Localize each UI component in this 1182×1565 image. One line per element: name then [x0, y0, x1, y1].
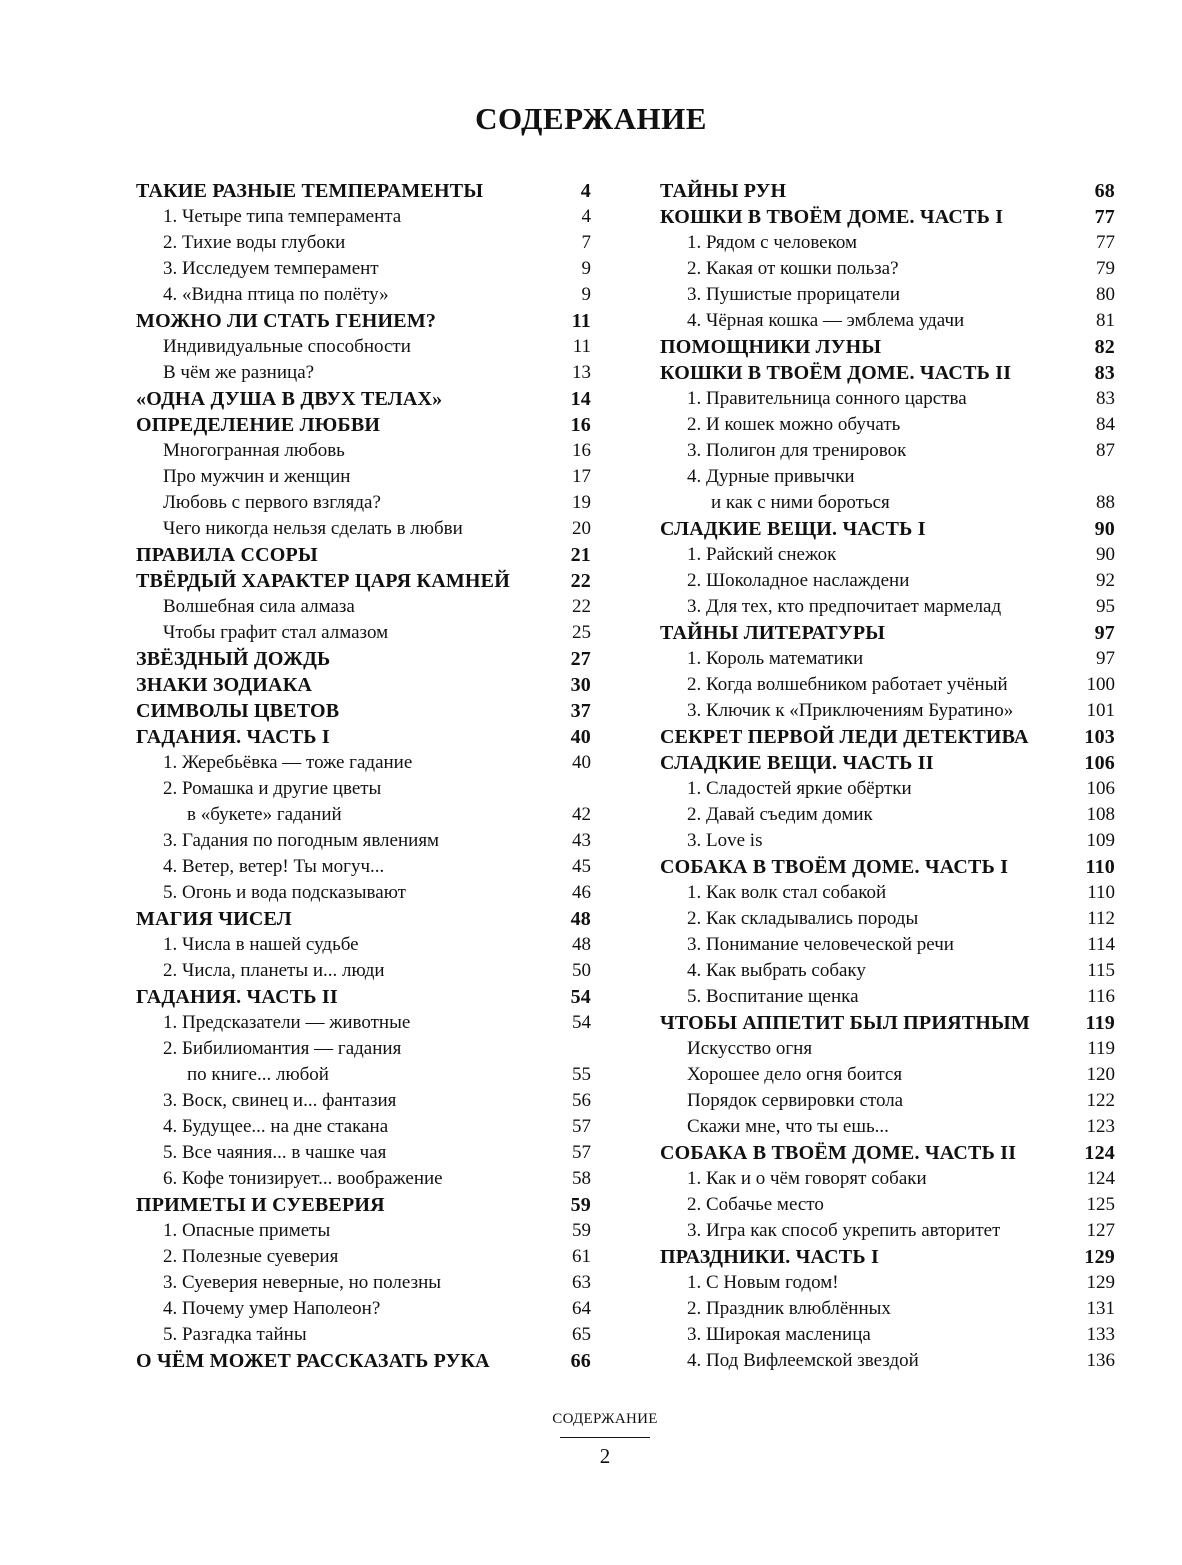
toc-entry-page: 66 — [570, 1350, 591, 1372]
toc-entry-title: 1. Как и о чём говорят собаки — [687, 1168, 927, 1189]
toc-entry-title: ЗВЁЗДНЫЙ ДОЖДЬ — [136, 648, 331, 670]
toc-entry — [136, 464, 591, 490]
toc-entry-page: 16 — [570, 414, 591, 436]
toc-section — [136, 724, 591, 750]
toc-section — [136, 542, 591, 568]
footer-running-title: СОДЕРЖАНИЕ — [552, 1411, 658, 1427]
toc-entry-page: 46 — [572, 882, 591, 903]
toc-entry — [136, 828, 591, 854]
toc-entry-title: ТВЁРДЫЙ ХАРАКТЕР ЦАРЯ КАМНЕЙ — [136, 570, 510, 592]
toc-entry-title: 6. Кофе тонизирует... воображение — [163, 1168, 443, 1189]
toc-entry-title: 1. С Новым годом! — [687, 1272, 839, 1293]
toc-entry-page: 16 — [572, 440, 591, 461]
toc-entry-page: 124 — [1086, 1168, 1115, 1189]
toc-section — [136, 178, 591, 204]
toc-entry-page: 119 — [1085, 1012, 1115, 1034]
toc-section — [136, 672, 591, 698]
toc-entry — [660, 594, 1115, 620]
toc-entry-title: ПОМОЩНИКИ ЛУНЫ — [660, 336, 882, 358]
toc-entry-title: Порядок сервировки стола — [687, 1090, 904, 1111]
toc-entry-title: 4. Ветер, ветер! Ты могуч... — [163, 856, 385, 877]
toc-entry-title: 3. Полигон для тренировок — [687, 440, 907, 461]
toc-entry-title: Хорошее дело огня боится — [687, 1064, 903, 1085]
toc-entry-title: Любовь с первого взгляда? — [163, 492, 381, 513]
toc-entry-title: 2. И кошек можно обучать — [687, 414, 901, 435]
toc-entry — [136, 438, 591, 464]
toc-section — [660, 750, 1115, 776]
toc-entry-title: 2. Давай съедим домик — [687, 804, 873, 825]
toc-entry-page: 90 — [1096, 544, 1115, 565]
toc-entry-title: ОПРЕДЕЛЕНИЕ ЛЮБВИ — [136, 414, 381, 436]
toc-entry-page: 129 — [1084, 1246, 1115, 1268]
toc-entry-title: ПРАВИЛА ССОРЫ — [136, 544, 318, 566]
toc-entry-title: Индивидуальные способности — [163, 336, 411, 357]
toc-entry-page: 88 — [1096, 492, 1115, 513]
toc-entry-page: 65 — [572, 1324, 591, 1345]
toc-entry-page: 97 — [1096, 648, 1115, 669]
toc-entry-page: 54 — [570, 986, 591, 1008]
toc-entry — [136, 802, 591, 828]
toc-entry-title: «ОДНА ДУША В ДВУХ ТЕЛАХ» — [136, 388, 443, 410]
toc-entry-page: 9 — [581, 284, 591, 305]
toc-entry-title: 3. Воск, свинец и... фантазия — [163, 1090, 397, 1111]
toc-entry-title: 1. Как волк стал собакой — [687, 882, 887, 903]
page-number: 2 — [599, 1444, 611, 1468]
toc-entry-page: 81 — [1096, 310, 1115, 331]
toc-entry — [660, 802, 1115, 828]
toc-entry-title: 1. Жеребьёвка — тоже гадание — [163, 752, 413, 773]
toc-entry-page: 57 — [572, 1116, 591, 1137]
toc-entry-title: 3. Суеверия неверные, но полезны — [163, 1272, 442, 1293]
toc-entry-page: 54 — [572, 1012, 591, 1033]
toc-entry-page: 22 — [570, 570, 591, 592]
toc-entry-title: КОШКИ В ТВОЁМ ДОМЕ. ЧАСТЬ I — [660, 206, 1004, 228]
toc-entry-title: ПРАЗДНИКИ. ЧАСТЬ I — [660, 1246, 879, 1268]
toc-entry-page: 83 — [1096, 388, 1115, 409]
toc-entry — [660, 672, 1115, 698]
toc-entry-page: 77 — [1096, 232, 1115, 253]
footer-divider — [560, 1437, 650, 1438]
toc-entry-title: 1. Предсказатели — животные — [163, 1012, 411, 1033]
toc-entry-page: 97 — [1094, 622, 1115, 644]
toc-entry-page: 110 — [1087, 882, 1115, 903]
toc-entry-page: 55 — [572, 1064, 591, 1085]
toc-section — [660, 204, 1115, 230]
toc-entry-page: 120 — [1086, 1064, 1115, 1085]
toc-entry-page: 87 — [1096, 440, 1115, 461]
toc-entry-page: 59 — [570, 1194, 591, 1216]
toc-entry — [136, 256, 591, 282]
toc-entry — [660, 880, 1115, 906]
toc-entry-page: 61 — [572, 1246, 591, 1267]
toc-section — [136, 646, 591, 672]
toc-entry-page: 27 — [570, 648, 591, 670]
toc-entry — [660, 464, 1115, 490]
toc-entry — [136, 594, 591, 620]
toc-entry-title: и как с ними бороться — [711, 492, 890, 513]
toc-entry — [136, 1270, 591, 1296]
toc-entry-page: 7 — [581, 232, 591, 253]
toc-entry-page: 4 — [580, 180, 591, 202]
toc-entry-page: 106 — [1086, 778, 1115, 799]
toc-entry — [660, 1348, 1115, 1374]
toc-entry — [660, 1270, 1115, 1296]
toc-entry-title: 4. Почему умер Наполеон? — [163, 1298, 381, 1319]
toc-entry-page: 106 — [1084, 752, 1115, 774]
toc-entry — [136, 1088, 591, 1114]
toc-right-column — [660, 178, 1115, 1374]
toc-entry — [136, 776, 591, 802]
toc-entry — [660, 1218, 1115, 1244]
toc-entry-page: 114 — [1087, 934, 1115, 955]
toc-entry — [660, 1088, 1115, 1114]
toc-entry-title: Про мужчин и женщин — [163, 466, 351, 487]
toc-entry — [136, 204, 591, 230]
toc-entry-page — [551, 776, 591, 802]
toc-section — [660, 360, 1115, 386]
toc-section — [136, 1348, 591, 1374]
toc-entry-title: 2. Полезные суеверия — [163, 1246, 339, 1267]
toc-entry-page: 108 — [1086, 804, 1115, 825]
toc-entry-title: Многогранная любовь — [163, 440, 345, 461]
toc-entry — [660, 698, 1115, 724]
toc-entry-page: 11 — [572, 336, 591, 357]
toc-entry-page: 50 — [572, 960, 591, 981]
toc-entry-page: 123 — [1086, 1116, 1115, 1137]
toc-entry-title: СОБАКА В ТВОЁМ ДОМЕ. ЧАСТЬ I — [660, 856, 1009, 878]
toc-entry-page: 20 — [572, 518, 591, 539]
toc-entry-title: 1. Четыре типа темперамента — [163, 206, 402, 227]
toc-section — [136, 984, 591, 1010]
toc-entry-page: 84 — [1096, 414, 1115, 435]
toc-entry-title: СИМВОЛЫ ЦВЕТОВ — [136, 700, 340, 722]
toc-entry — [660, 1322, 1115, 1348]
toc-entry — [660, 230, 1115, 256]
toc-entry-page: 92 — [1096, 570, 1115, 591]
toc-entry-title: 4. «Видна птица по полёту» — [163, 284, 389, 305]
toc-section — [660, 516, 1115, 542]
toc-entry — [660, 776, 1115, 802]
toc-entry-title: СЛАДКИЕ ВЕЩИ. ЧАСТЬ I — [660, 518, 926, 540]
toc-entry — [660, 542, 1115, 568]
toc-entry-page: 82 — [1094, 336, 1115, 358]
toc-entry-title: 3. Love is — [687, 830, 763, 851]
toc-entry-title: ТАЙНЫ РУН — [660, 180, 787, 202]
toc-entry-title: 2. Как складывались породы — [687, 908, 919, 929]
toc-entry — [136, 1062, 591, 1088]
toc-entry-title: Чего никогда нельзя сделать в любви — [163, 518, 463, 539]
toc-entry-title: 4. Дурные привычки — [687, 466, 855, 487]
toc-entry — [660, 568, 1115, 594]
toc-entry-title: 5. Все чаяния... в чашке чая — [163, 1142, 387, 1163]
toc-entry-title: Скажи мне, что ты ешь... — [687, 1116, 889, 1137]
toc-section — [136, 568, 591, 594]
toc-entry-page: 58 — [572, 1168, 591, 1189]
toc-entry-page: 90 — [1094, 518, 1115, 540]
toc-entry-title: 2. Праздник влюблённых — [687, 1298, 891, 1319]
toc-entry-title: КОШКИ В ТВОЁМ ДОМЕ. ЧАСТЬ II — [660, 362, 1012, 384]
toc-entry-title: 3. Широкая масленица — [687, 1324, 871, 1345]
toc-section — [660, 178, 1115, 204]
toc-entry — [660, 412, 1115, 438]
toc-entry — [136, 1010, 591, 1036]
toc-entry-page: 77 — [1094, 206, 1115, 228]
toc-entry-title: 3. Игра как способ укрепить авторитет — [687, 1220, 1001, 1241]
toc-entry-title: СЛАДКИЕ ВЕЩИ. ЧАСТЬ II — [660, 752, 934, 774]
toc-entry-page: 95 — [1096, 596, 1115, 617]
toc-entry-page: 133 — [1086, 1324, 1115, 1345]
toc-entry — [136, 360, 591, 386]
toc-entry — [660, 490, 1115, 516]
toc-section — [660, 334, 1115, 360]
toc-section — [136, 386, 591, 412]
toc-entry — [136, 282, 591, 308]
toc-entry — [136, 1244, 591, 1270]
toc-entry-page: 125 — [1086, 1194, 1115, 1215]
toc-entry-title: ГАДАНИЯ. ЧАСТЬ II — [136, 986, 338, 1008]
toc-entry-page: 129 — [1086, 1272, 1115, 1293]
toc-entry — [660, 1166, 1115, 1192]
toc-entry — [660, 984, 1115, 1010]
toc-entry-title: ГАДАНИЯ. ЧАСТЬ I — [136, 726, 330, 748]
toc-section — [660, 1244, 1115, 1270]
toc-entry-title: 3. Понимание человеческой речи — [687, 934, 954, 955]
toc-entry-page: 68 — [1094, 180, 1115, 202]
toc-entry — [660, 1192, 1115, 1218]
toc-entry-page: 45 — [572, 856, 591, 877]
toc-entry-page: 83 — [1094, 362, 1115, 384]
toc-entry-page: 136 — [1086, 1350, 1115, 1371]
toc-section — [660, 1140, 1115, 1166]
toc-entry-page: 17 — [572, 466, 591, 487]
toc-entry-title: 5. Воспитание щенка — [687, 986, 859, 1007]
toc-entry-page: 48 — [572, 934, 591, 955]
toc-entry-page: 42 — [572, 804, 591, 825]
toc-section — [136, 412, 591, 438]
toc-entry-page: 40 — [570, 726, 591, 748]
toc-section — [660, 724, 1115, 750]
toc-entry-title: 3. Гадания по погодным явлениям — [163, 830, 440, 851]
toc-entry-title: 5. Разгадка тайны — [163, 1324, 307, 1345]
toc-entry-title: 3. Ключик к «Приключениям Буратино» — [687, 700, 1014, 721]
toc-entry-page: 37 — [570, 700, 591, 722]
toc-entry — [136, 1166, 591, 1192]
toc-entry — [136, 620, 591, 646]
toc-entry-title: 1. Опасные приметы — [163, 1220, 331, 1241]
toc-entry-title: 1. Райский снежок — [687, 544, 837, 565]
toc-entry-page: 116 — [1087, 986, 1115, 1007]
toc-entry-page: 14 — [570, 388, 591, 410]
toc-entry-page: 122 — [1086, 1090, 1115, 1111]
toc-entry-page: 22 — [572, 596, 591, 617]
toc-entry-title: 4. Под Вифлеемской звездой — [687, 1350, 919, 1371]
toc-entry-title: 4. Будущее... на дне стакана — [163, 1116, 389, 1137]
toc-entry-title: 2. Собачье место — [687, 1194, 824, 1215]
toc-entry-title: 2. Бибилиомантия — гадания — [163, 1038, 402, 1059]
toc-entry-page: 59 — [572, 1220, 591, 1241]
toc-entry-page — [1075, 464, 1115, 490]
toc-entry-page: 9 — [581, 258, 591, 279]
toc-entry-page: 25 — [572, 622, 591, 643]
toc-entry — [660, 256, 1115, 282]
toc-entry-page: 4 — [581, 206, 591, 227]
toc-entry — [660, 282, 1115, 308]
toc-entry-page: 56 — [572, 1090, 591, 1111]
toc-entry-page: 11 — [571, 310, 591, 332]
toc-entry-page: 63 — [572, 1272, 591, 1293]
toc-entry-page: 110 — [1085, 856, 1115, 878]
toc-entry-page: 127 — [1086, 1220, 1115, 1241]
toc-entry-title: 2. Когда волшебником работает учёный — [687, 674, 1008, 695]
toc-entry — [136, 1322, 591, 1348]
toc-entry-title: ТАКИЕ РАЗНЫЕ ТЕМПЕРАМЕНТЫ — [136, 180, 484, 202]
toc-entry-title: 4. Как выбрать собаку — [687, 960, 866, 981]
toc-entry — [660, 438, 1115, 464]
toc-entry-title: 1. Король математики — [687, 648, 864, 669]
toc-entry — [660, 906, 1115, 932]
toc-entry — [660, 932, 1115, 958]
toc-entry — [136, 854, 591, 880]
toc-section — [136, 308, 591, 334]
toc-section — [660, 620, 1115, 646]
toc-entry-title: 3. Исследуем темперамент — [163, 258, 379, 279]
toc-entry — [660, 1114, 1115, 1140]
toc-entry — [136, 880, 591, 906]
toc-section — [660, 1010, 1115, 1036]
toc-entry-title: МАГИЯ ЧИСЕЛ — [136, 908, 292, 930]
toc-entry-page: 112 — [1087, 908, 1115, 929]
toc-entry-title: ТАЙНЫ ЛИТЕРАТУРЫ — [660, 622, 886, 644]
toc-entry-title: 4. Чёрная кошка — эмблема удачи — [687, 310, 965, 331]
toc-entry-page: 109 — [1086, 830, 1115, 851]
toc-entry-title: ПРИМЕТЫ И СУЕВЕРИЯ — [136, 1194, 385, 1216]
toc-section — [136, 1192, 591, 1218]
toc-entry-title: СЕКРЕТ ПЕРВОЙ ЛЕДИ ДЕТЕКТИВА — [660, 726, 1029, 748]
toc-entry — [136, 1218, 591, 1244]
toc-entry-title: 2. Шоколадное наслаждени — [687, 570, 910, 591]
toc-entry — [136, 958, 591, 984]
toc-entry-title: в «букете» гаданий — [187, 804, 342, 825]
toc-entry-page: 30 — [570, 674, 591, 696]
toc-entry-page: 48 — [570, 908, 591, 930]
toc-entry — [136, 750, 591, 776]
toc-entry-page: 131 — [1086, 1298, 1115, 1319]
toc-entry-page: 100 — [1086, 674, 1115, 695]
toc-entry-title: О ЧЁМ МОЖЕТ РАССКАЗАТЬ РУКА — [136, 1350, 490, 1372]
toc-entry-title: ЧТОБЫ АППЕТИТ БЫЛ ПРИЯТНЫМ — [660, 1012, 1030, 1034]
toc-entry-page: 103 — [1084, 726, 1115, 748]
toc-entry — [660, 828, 1115, 854]
toc-entry — [660, 386, 1115, 412]
toc-entry-title: 1. Сладостей яркие обёртки — [687, 778, 912, 799]
toc-entry-page: 19 — [572, 492, 591, 513]
toc-entry-title: 1. Рядом с человеком — [687, 232, 858, 253]
toc-entry-title: 3. Для тех, кто предпочитает мармелад — [687, 596, 1002, 617]
toc-entry — [660, 958, 1115, 984]
toc-left-column — [136, 178, 591, 1374]
toc-entry — [136, 490, 591, 516]
toc-entry-page: 79 — [1096, 258, 1115, 279]
toc-entry — [660, 1296, 1115, 1322]
toc-entry-page: 119 — [1087, 1038, 1115, 1059]
toc-entry-title: СОБАКА В ТВОЁМ ДОМЕ. ЧАСТЬ II — [660, 1142, 1017, 1164]
toc-entry-page: 64 — [572, 1298, 591, 1319]
toc-entry-page: 13 — [572, 362, 591, 383]
toc-entry — [660, 1036, 1115, 1062]
toc-entry-title: Чтобы графит стал алмазом — [163, 622, 389, 643]
toc-entry — [136, 230, 591, 256]
toc-section — [136, 698, 591, 724]
toc-entry — [660, 646, 1115, 672]
toc-entry — [136, 932, 591, 958]
toc-entry-title: В чём же разница? — [163, 362, 315, 383]
toc-entry-page: 80 — [1096, 284, 1115, 305]
toc-entry — [136, 1114, 591, 1140]
toc-entry-page: 101 — [1086, 700, 1115, 721]
toc-entry-title: 1. Числа в нашей судьбе — [163, 934, 359, 955]
toc-entry-page: 40 — [572, 752, 591, 773]
toc-entry-page: 21 — [570, 544, 591, 566]
toc-section — [136, 906, 591, 932]
toc-entry-page: 57 — [572, 1142, 591, 1163]
toc-entry-title: 2. Ромашка и другие цветы — [163, 778, 382, 799]
toc-entry — [136, 334, 591, 360]
toc-entry — [660, 308, 1115, 334]
toc-entry-title: 2. Какая от кошки польза? — [687, 258, 899, 279]
toc-entry-page: 43 — [572, 830, 591, 851]
toc-entry-title: Волшебная сила алмаза — [163, 596, 355, 617]
toc-entry-title: по книге... любой — [187, 1064, 329, 1085]
toc-entry — [136, 1140, 591, 1166]
toc-entry-title: МОЖНО ЛИ СТАТЬ ГЕНИЕМ? — [136, 310, 437, 332]
toc-entry-title: 5. Огонь и вода подсказывают — [163, 882, 406, 903]
toc-entry — [136, 1296, 591, 1322]
toc-entry-title: 2. Тихие воды глубоки — [163, 232, 346, 253]
toc-entry-page — [551, 1036, 591, 1062]
toc-entry-page: 124 — [1084, 1142, 1115, 1164]
toc-entry-title: 3. Пушистые прорицатели — [687, 284, 901, 305]
toc-section — [660, 854, 1115, 880]
toc-entry — [136, 516, 591, 542]
toc-entry-page: 115 — [1087, 960, 1115, 981]
page-title: СОДЕРЖАНИЕ — [475, 101, 707, 136]
toc-entry-title: Искусство огня — [687, 1038, 813, 1059]
toc-entry-title: 2. Числа, планеты и... люди — [163, 960, 385, 981]
toc-entry-title: ЗНАКИ ЗОДИАКА — [136, 674, 313, 696]
toc-entry-title: 1. Правительница сонного царства — [687, 388, 967, 409]
toc-entry — [660, 1062, 1115, 1088]
toc-entry — [136, 1036, 591, 1062]
